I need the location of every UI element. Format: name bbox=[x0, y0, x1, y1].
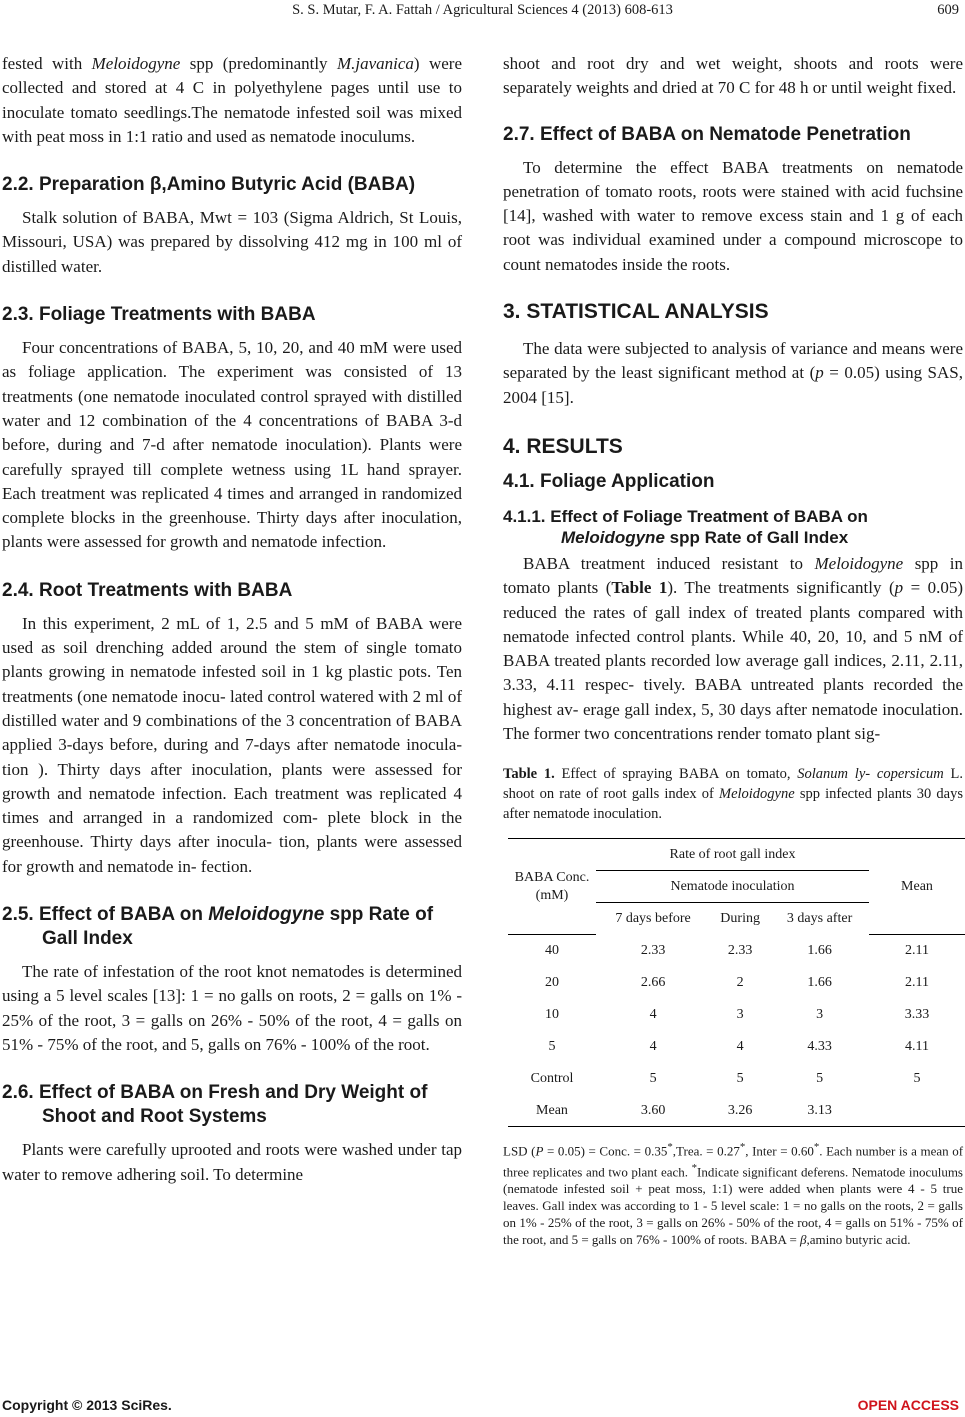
table-note: LSD (P = 0.05) = Conc. = 0.35*,Trea. = 0.27*, Inter = 0.60*. Each number is a mean of three replicates and two plant each. *Indicate significant deferens. Nematode inoculums (nematode infested soil + peat moss, 1:1) were added when plants were 4 - 5 true leaves. Gall index was according to 1 - 5 level scale: 1 = no galls on the roots, 2 = galls on 1% - 25% of the root, 3 = galls on 26% - 50% of the root, 4 = galls on 51% - 75% of the root, and 5 = galls on 76% - 100% of roots. BABA = β,amino butyric acid. bbox=[503, 1141, 964, 1247]
page-number: 609 bbox=[937, 2, 959, 18]
page-footer bbox=[0, 1397, 965, 1417]
open-access-label: OPEN ACCESS bbox=[857, 1397, 959, 1413]
table-caption: Table 1. Effect of spraying BABA on tomato, Solanum ly- copersicum L. shoot on rate of root galls index of Meloidogyne spp infected plants 30 days after nematode inoculation. bbox=[503, 766, 963, 823]
th-during: During bbox=[720, 911, 760, 927]
running-head bbox=[0, 0, 965, 26]
paragraph-continued: shoot and root dry and wet weight, shoots and roots were separately weights and dried at 70 C for 48 h or until weight fixed. bbox=[503, 54, 963, 98]
table-row: 20 2.66 2 1.66 2.11 bbox=[545, 974, 929, 990]
paragraph-2-6: Plants were carefully uprooted and roots were washed under tap water to remove adhering soil. To determine bbox=[2, 1140, 462, 1184]
paragraph-2-4: In this experiment, 2 mL of 1, 2.5 and 5 mM of BABA were used as soil drenching added around the stem of single tomato plants growing in nematode infested soil in 1 kg plastic pots. Ten treatments (one nematode inocu- lated control watered with 2 ml of distilled water and 9 combinations of the 3 concentration of BABA applied 3-days before, during and 7-days after nematode inocula- tion ). Thirty days after inoculation, plants were assessed for growth and nematode infection. Each treatment was replicated 4 times and arranged in a randomized com- plete block in the greenhouse. Thirty days after inocula- tion, plants were assessed for growth and nematode in- fection. bbox=[2, 613, 462, 876]
heading-4-1: 4.1. Foliage Application bbox=[503, 470, 715, 492]
th-3-days-after: 3 days after bbox=[786, 911, 853, 927]
th-mean: Mean bbox=[869, 839, 965, 935]
heading-4-1-1: 4.1.1. Effect of Foliage Treatment of BABA on Meloidogyne spp Rate of Gall Index bbox=[503, 506, 868, 547]
heading-3: 3. STATISTICAL ANALYSIS bbox=[503, 300, 769, 324]
table-row: 5 4 4 4.33 4.11 bbox=[548, 1038, 929, 1054]
table-row: 10 4 3 3 3.33 bbox=[545, 1006, 930, 1022]
table-row: 40 2.33 2.33 1.66 2.11 bbox=[545, 942, 929, 959]
paragraph-2-5: The rate of infestation of the root knot nematodes is determined using a 5 level scales [13]: 1 = no galls on roots, 2 = galls on 1% - 25% of the root, 3 = galls on 26% - 50% of the root, 4 = galls on 51% - 75% of the root, and 5, galls on 76% - 100% of the root. bbox=[2, 962, 462, 1054]
th-conc: BABA Conc. (mM) bbox=[508, 839, 596, 935]
heading-2-6: 2.6. Effect of BABA on Fresh and Dry Weight of Shoot and Root Systems bbox=[2, 1082, 428, 1128]
th-inoculation: Nematode inoculation bbox=[596, 871, 869, 903]
th-7-days-before: 7 days before bbox=[615, 911, 691, 927]
heading-2-7: 2.7. Effect of BABA on Nematode Penetration bbox=[503, 123, 911, 145]
running-head-text: S. S. Mutar, F. A. Fattah / Agricultural Sciences 4 (2013) 608-613 bbox=[292, 2, 673, 18]
paragraph-3: The data were subjected to analysis of variance and means were separated by the least significant method at (p = 0.05) using SAS, 2004 [15]. bbox=[503, 339, 963, 407]
paragraph-intro: fested with Meloidogyne spp (predominantly M.javanica) were collected and stored at 4 C in polyethylene pages until use to inoculate tomato seedlings.The nematode infested soil was mixed with peat moss in 1:1 ratio and used as nematode inoculums. bbox=[2, 54, 462, 146]
table-row: Control 5 5 5 5 bbox=[530, 1070, 921, 1086]
paragraph-2-3: Four concentrations of BABA, 5, 10, 20, and 40 mM were used as foliage application. The experiment was consisted of 13 treatments (one nematode inoculated control sprayed with distilled water and 12 combination of the 4 concentrations of BABA 3-d before, during and 7-d after nematode inoculation). Plants were carefully sprayed till complete wetness using 1L hand sprayer. Each treatment was replicated 4 times and arranged in randomized complete blocks in the greenhouse. Thirty days after inoculation, plants were assessed for growth and nematode infection. bbox=[2, 338, 462, 552]
heading-4: 4. RESULTS bbox=[503, 434, 623, 458]
paragraph-4-1-1: BABA treatment induced resistant to Meloidogyne spp in tomato plants (Table 1). The treatments significantly (p = 0.05) reduced the rates of gall index of treated plants compared with nematode infected control plants. While 40, 20, 10, and 5 nM of BABA treated plants recorded low average gall indices, 2.11, 2.11, 3.33, 4.11 respec- tively. BABA untreated plants recorded the highest av- erage gall index, 5, 30 days after nematode inoculation. The former two concentrations render tomato plant sig- bbox=[503, 553, 964, 744]
th-rate: Rate of root gall index bbox=[596, 839, 869, 871]
copyright-text: Copyright © 2013 SciRes. bbox=[2, 1397, 172, 1413]
heading-2-3: 2.3. Foliage Treatments with BABA bbox=[2, 304, 316, 326]
heading-2-4: 2.4. Root Treatments with BABA bbox=[2, 579, 293, 601]
table-1 bbox=[508, 838, 965, 1127]
table-ref: Table 1 bbox=[611, 578, 668, 598]
paragraph-2-2: Stalk solution of BABA, Mwt = 103 (Sigma Aldrich, St Louis, Missouri, USA) was prepared by dissolving 412 mg in 100 ml of distilled water. bbox=[2, 208, 462, 276]
right-column bbox=[503, 52, 963, 1248]
table-row: Mean 3.60 3.26 3.13 bbox=[508, 1095, 965, 1127]
paragraph-2-7: To determine the effect BABA treatments on nematode penetration of tomato roots, roots were stained with acid fuchsine [14], washed with water to remove excess stain and 1 g of each root was individual examined under a compound microscope to count nematodes inside the roots. bbox=[503, 157, 963, 274]
left-column bbox=[2, 52, 462, 1187]
heading-2-5: 2.5. Effect of BABA on Meloidogyne spp Rate of Gall Index bbox=[2, 904, 434, 950]
heading-2-2: 2.2. Preparation β,Amino Butyric Acid (BABA) bbox=[2, 174, 416, 196]
